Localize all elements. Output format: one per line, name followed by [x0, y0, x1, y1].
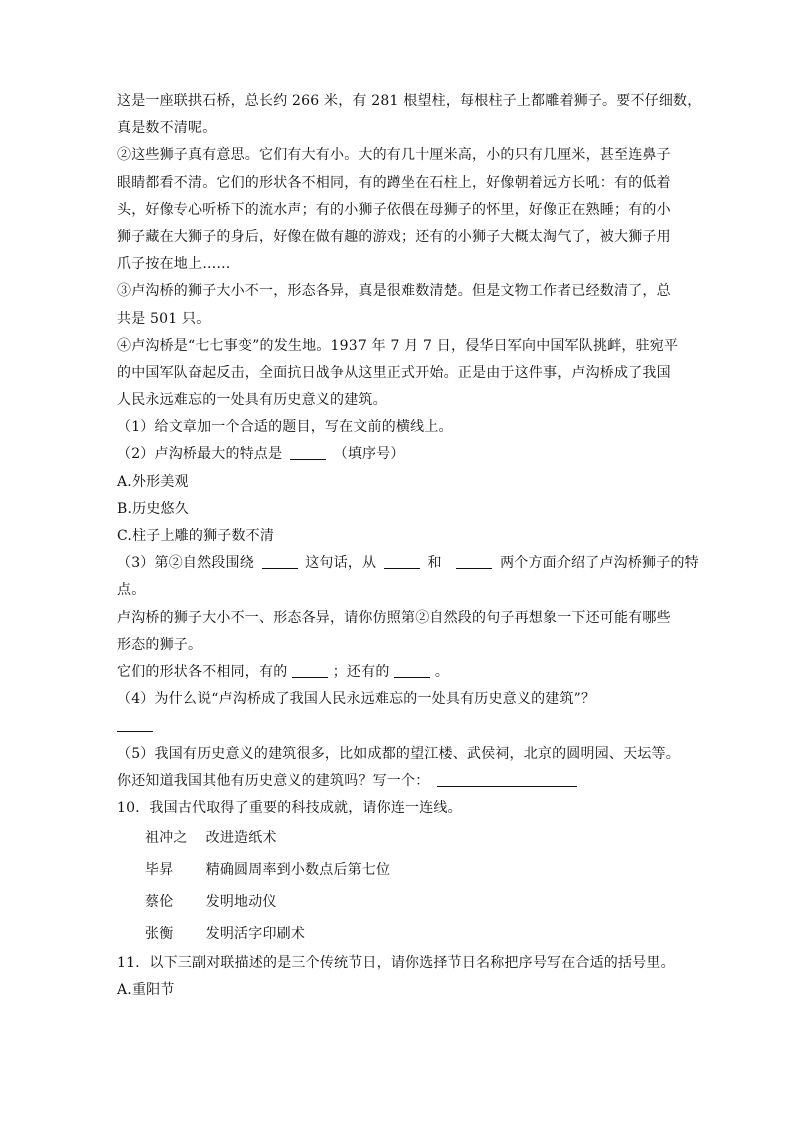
option-b: B.历史悠久 — [117, 500, 189, 517]
document-page — [117, 88, 702, 1004]
question-3-prompt: 形态的狮子。 — [117, 636, 203, 653]
answer-blank[interactable] — [384, 554, 420, 569]
fill-text: 。 — [434, 663, 450, 680]
answer-blank[interactable] — [262, 554, 298, 569]
question-11-title: 11．以下三副对联描述的是三个传统节日，请你选择节日名称把序号写在合适的括号里。 — [117, 955, 675, 972]
inventor-name[interactable]: 祖冲之 — [145, 830, 188, 847]
passage-line: 共是 501 只。 — [117, 310, 211, 327]
fill-text: ；还有的 — [332, 663, 390, 680]
question-4: （4）为什么说“卢沟桥成了我国人民永远难忘的一处具有历史意义的建筑”？ — [117, 691, 596, 708]
question-5-cont — [117, 768, 677, 795]
option-c: C.柱子上雕的狮子数不清 — [117, 528, 275, 544]
answer-blank[interactable] — [456, 554, 492, 569]
inventor-name[interactable]: 毕昇 — [145, 862, 174, 879]
question-3-text: （3）第②自然段围绕 — [117, 555, 254, 572]
passage-line: 人民永远难忘的一处具有历史意义的建筑。 — [117, 392, 387, 409]
answer-blank[interactable] — [437, 772, 577, 787]
passage-line: 眼睛都看不清。它们的形状各不相同，有的蹲坐在石柱上，好像朝着远方长吼：有的低着 — [117, 174, 671, 191]
passage-line: 狮子藏在大狮子的身后，好像在做有趣的游戏；还有的小狮子大概太淘气了，被大狮子用 — [117, 228, 671, 245]
passage-line: 这是一座联拱石桥，总长约 266 米，有 281 根望柱，每根柱子上都雕着狮子。要不仔细数， — [117, 93, 702, 109]
question-5-text: 你还知道我国其他有历史意义的建筑吗？写一个： — [117, 772, 430, 789]
passage-line: 头，好像专心听桥下的流水声；有的小狮子依偎在母狮子的怀里，好像正在熟睡；有的小 — [117, 201, 671, 218]
question-1: （1）给文章加一个合适的题目，写在文前的横线上。 — [117, 419, 453, 436]
inventor-name[interactable]: 张衡 — [145, 926, 174, 943]
question-3-prompt: 卢沟桥的狮子大小不一、形态各异，请你仿照第②自然段的句子再想象一下还可能有哪些 — [117, 609, 671, 626]
question-2 — [117, 441, 677, 468]
question-3-text: 两个方面介绍了卢沟桥狮子的特 — [500, 555, 699, 572]
achievement[interactable]: 精确圆周率到小数点后第七位 — [205, 862, 391, 879]
question-3-cont: 点。 — [117, 582, 146, 599]
answer-blank[interactable] — [290, 445, 326, 460]
passage-line: 真是数不清呢。 — [117, 120, 217, 137]
passage-line: 的中国军队奋起反击，全面抗日战争从这里正式开始。正是由于这件事，卢沟桥成了我国 — [117, 364, 671, 381]
question-5: （5）我国有历史意义的建筑很多，比如成都的望江楼、武侯祠，北京的圆明园、天坛等。 — [117, 745, 680, 762]
option-a: A.重阳节 — [117, 982, 175, 999]
passage-line: ③卢沟桥的狮子大小不一，形态各异，真是很难数清楚。但是文物工作者已经数清了，总 — [117, 283, 671, 300]
question-3 — [117, 550, 699, 577]
passage-line: ④卢沟桥是“七七事变”的发生地。1937 年 7 月 7 日，侵华日军向中国军队挑衅，驻宛平 — [117, 337, 679, 354]
match-pair — [117, 886, 677, 918]
match-pair — [117, 854, 677, 886]
question-3-fill — [117, 659, 677, 686]
option-a: A.外形美观 — [117, 473, 189, 490]
achievement[interactable]: 发明地动仪 — [205, 894, 277, 911]
fill-text: 它们的形状各不相同，有的 — [117, 663, 288, 680]
question-3-text: 这句话，从 — [305, 555, 377, 572]
question-2-hint: （填序号） — [333, 446, 405, 463]
achievement[interactable]: 改进造纸术 — [205, 830, 277, 847]
question-10-title: 10．我国古代取得了重要的科技成就，请你连一连线。 — [117, 799, 462, 816]
question-4-answer — [117, 713, 677, 740]
question-2-text: （2）卢沟桥最大的特点是 — [117, 446, 283, 463]
answer-blank[interactable] — [292, 663, 328, 678]
inventor-name[interactable]: 蔡伦 — [145, 894, 174, 911]
answer-blank[interactable] — [117, 717, 153, 732]
achievement[interactable]: 发明活字印刷术 — [205, 926, 306, 943]
question-3-text: 和 — [427, 555, 442, 572]
passage-line: 爪子按在地上…… — [117, 256, 231, 273]
passage-line: ②这些狮子真有意思。它们有大有小。大的有几十厘米高，小的只有几厘米，甚至连鼻子 — [117, 147, 671, 164]
answer-blank[interactable] — [394, 663, 430, 678]
match-pair — [117, 822, 677, 854]
match-pair — [117, 918, 677, 950]
